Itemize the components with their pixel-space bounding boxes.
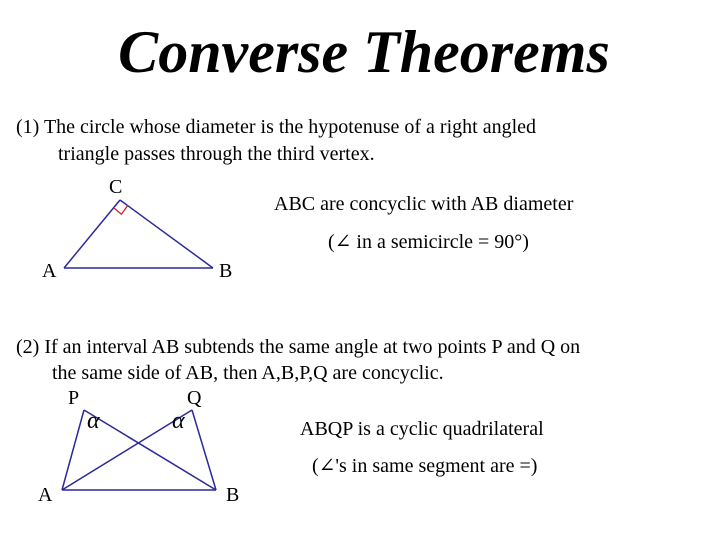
label-a-2: A	[38, 484, 53, 506]
side-ac	[64, 200, 120, 268]
theorem-1-line-2: triangle passes through the third vertex.	[58, 143, 375, 165]
theorem-2-line-1: (2) If an interval AB subtends the same angle at two points P and Q on	[16, 336, 581, 358]
quadrilateral-abqp	[62, 410, 216, 490]
label-a: A	[42, 260, 57, 282]
theorem-2-statement: ABQP is a cyclic quadrilateral	[300, 418, 544, 440]
theorem-1-line-1: (1) The circle whose diameter is the hypotenuse of a right angled	[16, 116, 537, 138]
page-title: Converse Theorems	[118, 19, 610, 85]
side-cb	[120, 200, 213, 268]
right-angle-marker	[114, 205, 128, 214]
theorem-2-reason: (∠'s in same segment are =)	[312, 455, 538, 477]
label-q: Q	[187, 387, 202, 409]
theorem-1-statement: ABC are concyclic with AB diameter	[274, 193, 574, 215]
theorem-1-reason: (∠ in a semicircle = 90°)	[328, 231, 529, 253]
triangle-abc	[64, 200, 213, 268]
theorem-2-line-2: the same side of AB, then A,B,P,Q are concyclic.	[52, 362, 444, 384]
angle-alpha-at-p: α	[87, 408, 100, 434]
label-b-2: B	[226, 484, 240, 506]
label-b: B	[219, 260, 233, 282]
label-c: C	[109, 176, 123, 198]
angle-alpha-at-q: α	[172, 408, 185, 434]
label-p: P	[68, 387, 80, 409]
